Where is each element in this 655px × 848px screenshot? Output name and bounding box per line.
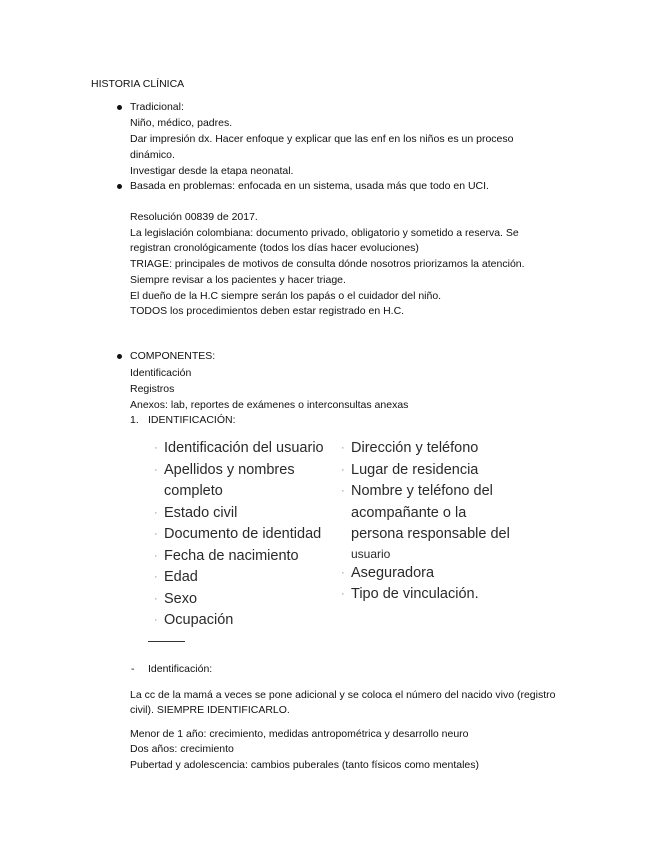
list-item: · Identificación del usuario [154, 438, 344, 460]
tradicional-label: Tradicional: [130, 101, 184, 113]
bullet-icon: · [341, 442, 345, 454]
text-line: El dueño de la H.C siempre serán los papás o el cuidador del niño. [130, 290, 442, 302]
bullet-icon: · [154, 442, 158, 454]
bullet-icon: · [154, 549, 158, 562]
dash-marker: - [131, 663, 135, 675]
list-item: · Apellidos y nombres [154, 460, 344, 482]
numbered-marker: 1. [130, 414, 139, 426]
list-item: · Nombre y teléfono del [341, 481, 531, 503]
text-line: Menor de 1 año: crecimiento, medidas antropométrica y desarrollo neuro [130, 728, 469, 740]
bullet-dot [117, 354, 122, 359]
text-line: Dos años: crecimiento [130, 743, 234, 755]
list-item: · Dirección y teléfono [341, 438, 531, 460]
bullet-icon: · [154, 506, 158, 519]
text-line: Resolución 00839 de 2017. [130, 211, 258, 223]
list-item-continued: persona responsable del [351, 526, 510, 542]
identificacion-sublabel: Identificación: [148, 663, 213, 675]
list-item: · Aseguradora [341, 563, 531, 585]
bullet-icon: · [341, 588, 345, 600]
basada-label: Basada en problemas: enfocada en un sistema, usada más que todo en UCI. [130, 180, 489, 192]
text-line: Registros [130, 383, 175, 395]
list-item-continued: completo [164, 483, 223, 499]
list-item: · Ocupación [154, 610, 344, 632]
bullet-icon: · [154, 571, 158, 583]
text-line: Siempre revisar a los pacientes y hacer triage. [130, 274, 346, 286]
figure-right-column [341, 438, 531, 606]
list-item: · Edad [154, 567, 344, 589]
componentes-heading: COMPONENTES: [130, 350, 216, 362]
bullet-icon: · [341, 485, 345, 497]
bullet-icon: · [154, 592, 158, 605]
bullet-icon: · [341, 463, 345, 476]
list-item-continued: usuario [351, 546, 391, 561]
list-item: · Tipo de vinculación. [341, 584, 531, 606]
list-item: · Documento de identidad [154, 524, 344, 546]
text-line: dinámico. [130, 149, 175, 161]
list-item-continued: acompañante o la [351, 504, 467, 521]
list-item: · Estado civil [154, 503, 344, 525]
text-line: Pubertad y adolescencia: cambios puberales (tanto físicos como mentales) [130, 759, 480, 771]
list-item: · Fecha de nacimiento [154, 546, 344, 568]
text-line: civil). SIEMPRE IDENTIFICARLO. [130, 704, 290, 716]
list-item: · Lugar de residencia [341, 460, 531, 482]
text-line: TRIAGE: principales de motivos de consulta dónde nosotros priorizamos la atención. [130, 258, 525, 270]
text-line: Identificación [130, 367, 192, 379]
figure-left-column [154, 438, 344, 632]
identificacion-heading: IDENTIFICACIÓN: [148, 414, 236, 426]
divider [148, 641, 185, 642]
text-line: TODOS los procedimientos deben estar registrado en H.C. [130, 305, 405, 317]
text-line: La legislación colombiana: documento privado, obligatorio y sometido a reserva. Se [130, 227, 519, 239]
text-line: La cc de la mamá a veces se pone adicional y se coloca el número del nacido vivo (registro [130, 689, 556, 701]
text-line: Niño, médico, padres. [130, 117, 233, 129]
bullet-icon: · [341, 566, 345, 579]
bullet-dot [117, 184, 122, 189]
list-item: · Sexo [154, 589, 344, 611]
bullet-icon: · [154, 528, 158, 540]
bullet-dot [117, 105, 122, 110]
text-line: Anexos: lab, reportes de exámenes o interconsultas anexas [130, 399, 409, 411]
text-line: Investigar desde la etapa neonatal. [130, 165, 294, 177]
text-line: Dar impresión dx. Hacer enfoque y explicar que las enf en los niños es un proceso [130, 133, 514, 145]
page-title: HISTORIA CLÍNICA [91, 78, 185, 90]
text-line: registran cronológicamente (todos los días hacer evoluciones) [130, 242, 419, 254]
bullet-icon: · [154, 614, 158, 626]
bullet-icon: · [154, 463, 158, 476]
